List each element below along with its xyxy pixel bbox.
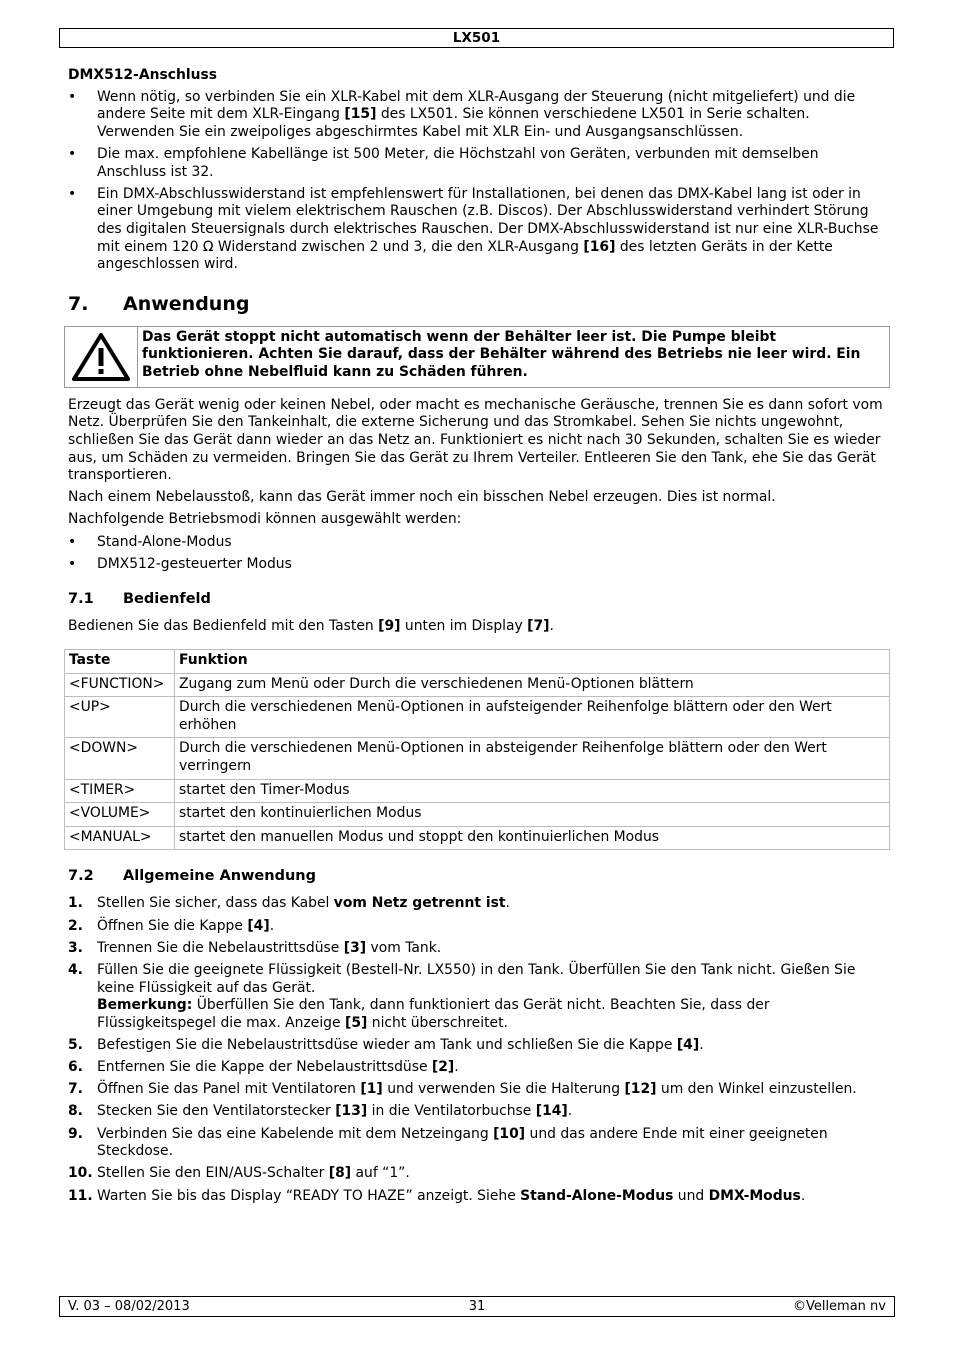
page-content: [68, 67, 890, 1210]
list-item: • DMX512-gesteuerter Modus: [68, 556, 890, 574]
table-cell: <VOLUME>: [65, 803, 175, 827]
paragraph: Bedienen Sie das Bedienfeld mit den Tasten [9] unten im Display [7].: [68, 618, 554, 635]
list-item: 9. Verbinden Sie das eine Kabelende mit dem Netzeingang [10] und das andere Ende mit einer geeigneten Steckdose.: [68, 1125, 828, 1160]
table-cell: startet den manuellen Modus und stoppt den kontinuierlichen Modus: [175, 826, 890, 850]
dmx-heading: DMX512-Anschluss: [68, 67, 218, 83]
table-row: [65, 803, 890, 827]
footer-copyright: ©Velleman nv: [792, 1299, 886, 1314]
list-item: • Ein DMX-Abschlusswiderstand ist empfehlenswert für Installationen, bei denen das DMX-Kabel lang ist oder in einer Umgebung mit vielem elektrischem Rauschen (z.B. Discos). Der Abschlusswiderstand verhindert Störung des digitalen Steuersignals durch elektrisches Rauschen. Der DMX-Abschlusswiderstand ist nur eine XLR-Buchse mit einem 120 Ω Widerstand zwischen 2 und 3, die den XLR-Ausgang [16] des letzten Geräts in der Kette angeschlossen wird.: [68, 186, 890, 274]
paragraph: Nach einem Nebelausstoß, kann das Gerät immer noch ein bisschen Nebel erzeugen. Dies ist normal.: [68, 489, 776, 506]
table-row: [65, 673, 890, 697]
list-item: • Stand-Alone-Modus: [68, 534, 890, 552]
paragraph: Erzeugt das Gerät wenig oder keinen Nebel, oder macht es mechanische Geräusche, trennen Sie es dann sofort vom Netz. Überprüfen Sie den Tankeinhalt, die externe Sicherung und das Stromkabel. Sehen Sie nichts ungewohnt, schließen Sie das Gerät dann wieder an das Netz an. Funktioniert es nicht nach 30 Sekunden, schalten Sie es wieder aus, um Schäden zu vermeiden. Bringen Sie das Gerät zu Ihrem Verteiler. Entleeren Sie den Tank, ehe Sie das Gerät transportieren.: [68, 396, 883, 484]
table-cell: <MANUAL>: [65, 826, 175, 850]
table-header-cell: Taste: [65, 650, 175, 674]
table-cell: startet den kontinuierlichen Modus: [175, 803, 890, 827]
table-row: [65, 738, 890, 779]
table-cell: Durch die verschiedenen Menü-Optionen in absteigender Reihenfolge blättern oder den Wert verringern: [175, 738, 890, 779]
table-row: [65, 826, 890, 850]
key-function-table: [64, 649, 890, 850]
paragraph: Nachfolgende Betriebsmodi können ausgewählt werden:: [68, 511, 462, 528]
list-item: 1. Stellen Sie sicher, dass das Kabel vom Netz getrennt ist.: [68, 895, 510, 912]
footer-version: V. 03 – 08/02/2013: [68, 1299, 190, 1314]
warning-icon-cell: [65, 327, 138, 387]
warning-box: [64, 326, 890, 388]
list-item: 6. Entfernen Sie die Kappe der Nebelaustrittsdüse [2].: [68, 1059, 459, 1076]
table-cell: <UP>: [65, 697, 175, 738]
table-cell: <TIMER>: [65, 779, 175, 803]
page-header-model: LX501: [59, 28, 894, 48]
table-header-cell: Funktion: [175, 650, 890, 674]
dmx-bullet-list: [68, 89, 890, 274]
list-item: • Die max. empfohlene Kabellänge ist 500 Meter, die Höchstzahl von Geräten, verbunden mit demselben Anschluss ist 32.: [68, 146, 890, 181]
list-item: 4. Füllen Sie die geeignete Flüssigkeit (Bestell-Nr. LX550) in den Tank. Überfüllen Sie den Tank nicht. Gießen Sie keine Flüssigkeit auf das Gerät. Bemerkung: Überfüllen Sie den Tank, dann funktioniert das Gerät nicht. Beachten Sie, dass der Flüssigkeitspegel die max. Anzeige [5] nicht überschreitet.: [68, 961, 856, 1031]
list-item: 11. Warten Sie bis das Display “READY TO HAZE” anzeigt. Siehe Stand-Alone-Modus und DMX-Modus.: [68, 1187, 806, 1204]
table-row: [65, 779, 890, 803]
table-header-row: [65, 650, 890, 674]
table-cell: Zugang zum Menü oder Durch die verschiedenen Menü-Optionen blättern: [175, 673, 890, 697]
list-item: 2. Öffnen Sie die Kappe [4].: [68, 917, 275, 934]
warning-text: Das Gerät stoppt nicht automatisch wenn der Behälter leer ist. Die Pumpe bleibt funktionieren. Achten Sie darauf, dass der Behälter während des Betriebs nie leer wird. Ein Betrieb ohne Nebelfluid kann zu Schäden führen.: [142, 328, 861, 380]
footer-page-number: 31: [468, 1299, 486, 1314]
steps-list: [68, 895, 890, 1205]
warning-triangle-icon: [72, 333, 130, 381]
table-cell: Durch die verschiedenen Menü-Optionen in aufsteigender Reihenfolge blättern oder den Wert erhöhen: [175, 697, 890, 738]
table-cell: <DOWN>: [65, 738, 175, 779]
page-footer: [59, 1296, 895, 1317]
subsection-heading: 7.2 Allgemeine Anwendung: [68, 868, 316, 885]
list-item: 5. Befestigen Sie die Nebelaustrittsdüse wieder am Tank und schließen Sie die Kappe [4].: [68, 1036, 704, 1053]
table-row: [65, 697, 890, 738]
table-cell: startet den Timer-Modus: [175, 779, 890, 803]
section-heading: 7. Anwendung: [68, 292, 250, 315]
table-cell: <FUNCTION>: [65, 673, 175, 697]
list-item: 10. Stellen Sie den EIN/AUS-Schalter [8] auf “1”.: [68, 1165, 410, 1182]
mode-list: [68, 534, 890, 574]
subsection-heading: 7.1 Bedienfeld: [68, 591, 211, 608]
list-item: 3. Trennen Sie die Nebelaustrittsdüse [3] vom Tank.: [68, 939, 442, 956]
list-item: 8. Stecken Sie den Ventilatorstecker [13] in die Ventilatorbuchse [14].: [68, 1103, 573, 1120]
list-item: • Wenn nötig, so verbinden Sie ein XLR-Kabel mit dem XLR-Ausgang der Steuerung (nicht mitgeliefert) und die andere Seite mit dem XLR-Eingang [15] des LX501. Sie können verschiedene LX501 in Serie schalten. Verwenden Sie ein zweipoliges abgeschirmtes Kabel mit XLR Ein- und Ausgangsanschlüssen.: [68, 89, 890, 142]
list-item: 7. Öffnen Sie das Panel mit Ventilatoren [1] und verwenden Sie die Halterung [12] um den Winkel einzustellen.: [68, 1081, 857, 1098]
